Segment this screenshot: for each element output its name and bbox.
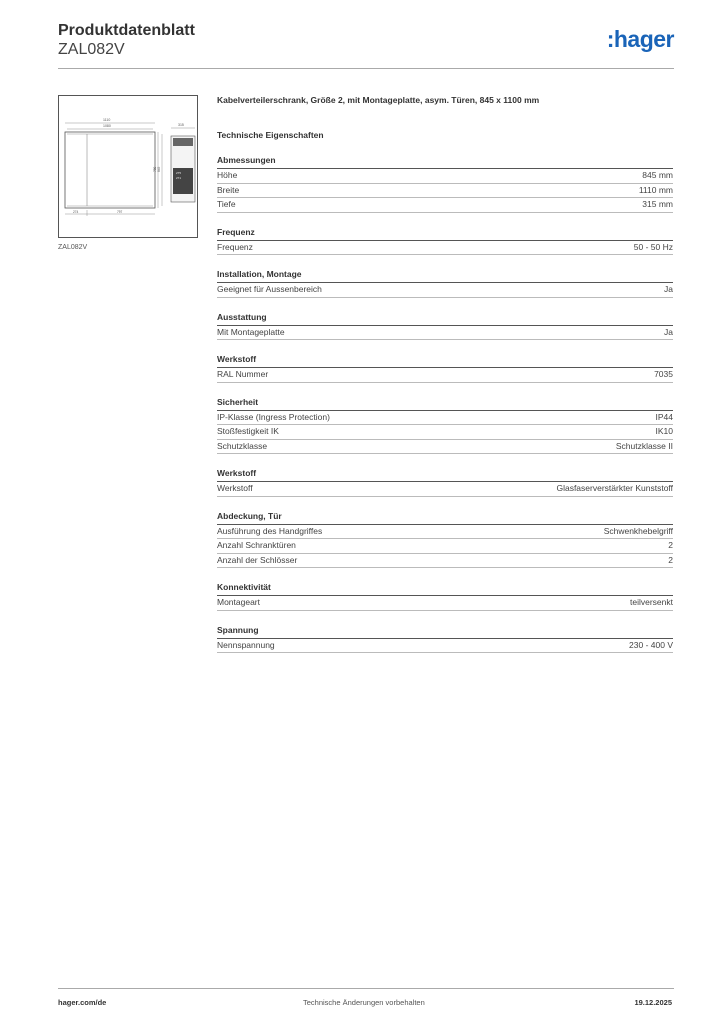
dim-label: 1080 <box>103 124 111 128</box>
spec-value: 7035 <box>654 369 673 379</box>
spec-label: Breite <box>217 184 240 195</box>
spec-row <box>217 411 673 426</box>
dim-label: 315 <box>178 123 184 127</box>
spec-label: Tiefe <box>217 199 236 209</box>
spec-label: Ausführung des Handgriffes <box>217 525 323 536</box>
spec-value: 230 - 400 V <box>629 639 673 650</box>
spec-value: 1110 mm <box>638 184 673 195</box>
hager-logo[interactable]: :hager <box>606 26 674 52</box>
spec-value: IP44 <box>655 411 673 422</box>
spec-label: Anzahl der Schlösser <box>217 554 298 565</box>
spec-row <box>217 425 673 440</box>
dim-label: 1110 <box>103 118 111 122</box>
spec-label: Werkstoff <box>217 483 253 493</box>
section-title: Abdeckung, Tür <box>217 511 673 525</box>
spec-row <box>217 539 673 554</box>
spec-sections <box>217 155 673 653</box>
drawing-caption: ZAL082V <box>58 244 88 251</box>
spec-row <box>217 283 673 298</box>
dim-label: 845 <box>157 166 161 172</box>
spec-row <box>217 440 673 455</box>
spec-value: Ja <box>664 326 673 337</box>
spec-section <box>217 269 673 298</box>
section-title: Frequenz <box>217 227 673 241</box>
spec-row <box>217 482 673 497</box>
spec-label: RAL Nummer <box>217 369 269 379</box>
spec-row <box>217 184 673 199</box>
spec-value: teilversenkt <box>630 597 673 607</box>
dim-label: 271 <box>176 176 182 180</box>
spec-section <box>217 227 673 256</box>
header-divider <box>58 68 674 69</box>
dim-label: 275 <box>176 171 182 175</box>
spec-value: 2 <box>668 554 673 565</box>
document-title: Produktdatenblatt <box>58 22 195 39</box>
spec-row <box>217 368 673 383</box>
section-title: Sicherheit <box>217 397 673 411</box>
section-title: Werkstoff <box>217 468 673 482</box>
spec-section <box>217 155 673 213</box>
product-description: Kabelverteilerschrank, Größe 2, mit Montageplatte, asym. Türen, 845 x 1100 mm <box>217 95 540 105</box>
spec-section <box>217 312 673 341</box>
tech-properties-heading: Technische Eigenschaften <box>217 130 324 140</box>
spec-label: Frequenz <box>217 241 253 252</box>
page-header <box>58 22 674 68</box>
dim-label: 274 <box>73 210 79 214</box>
spec-section <box>217 468 673 497</box>
spec-section <box>217 511 673 569</box>
spec-label: Montageart <box>217 597 260 607</box>
spec-row <box>217 639 673 654</box>
section-title: Werkstoff <box>217 354 673 368</box>
spec-row <box>217 554 673 569</box>
spec-value: Schutzklasse II <box>615 440 673 451</box>
cabinet-technical-drawing <box>59 96 199 239</box>
spec-section <box>217 625 673 654</box>
spec-label: Mit Montageplatte <box>217 326 285 337</box>
spec-row <box>217 326 673 341</box>
dim-label: 780 <box>153 166 157 172</box>
spec-section <box>217 397 673 455</box>
section-title: Konnektivität <box>217 582 673 596</box>
spec-row <box>217 198 673 213</box>
dim-label: 797 <box>117 210 123 214</box>
spec-label: Höhe <box>217 170 238 180</box>
section-title: Installation, Montage <box>217 269 673 283</box>
section-title: Abmessungen <box>217 155 673 169</box>
spec-row <box>217 525 673 540</box>
spec-value: 315 mm <box>642 199 673 209</box>
spec-label: IP-Klasse (Ingress Protection) <box>217 411 330 422</box>
spec-value: 845 mm <box>642 170 673 180</box>
spec-value: Ja <box>664 284 673 294</box>
section-title: Ausstattung <box>217 312 673 326</box>
footer-divider <box>58 988 674 989</box>
spec-value: 2 <box>668 540 673 550</box>
spec-label: Nennspannung <box>217 639 275 650</box>
spec-value: Glasfaserverstärkter Kunststoff <box>556 483 673 493</box>
spec-row <box>217 169 673 184</box>
spec-label: Geeignet für Aussenbereich <box>217 284 322 294</box>
spec-value: Schwenkhebelgriff <box>603 525 673 536</box>
spec-value: 50 - 50 Hz <box>633 241 673 252</box>
spec-section <box>217 582 673 611</box>
footer-disclaimer: Technische Änderungen vorbehalten <box>303 998 425 1007</box>
product-code: ZAL082V <box>58 41 125 58</box>
section-title: Spannung <box>217 625 673 639</box>
spec-label: Anzahl Schranktüren <box>217 540 296 550</box>
spec-content <box>217 95 673 653</box>
spec-section <box>217 354 673 383</box>
footer-website-link[interactable]: hager.com/de <box>58 998 107 1007</box>
product-drawing <box>58 95 198 238</box>
footer-date: 19.12.2025 <box>634 998 672 1007</box>
spec-label: Schutzklasse <box>217 440 268 451</box>
spec-value: IK10 <box>655 426 673 436</box>
spec-row <box>217 596 673 611</box>
spec-row <box>217 241 673 256</box>
spec-label: Stoßfestigkeit IK <box>217 426 279 436</box>
